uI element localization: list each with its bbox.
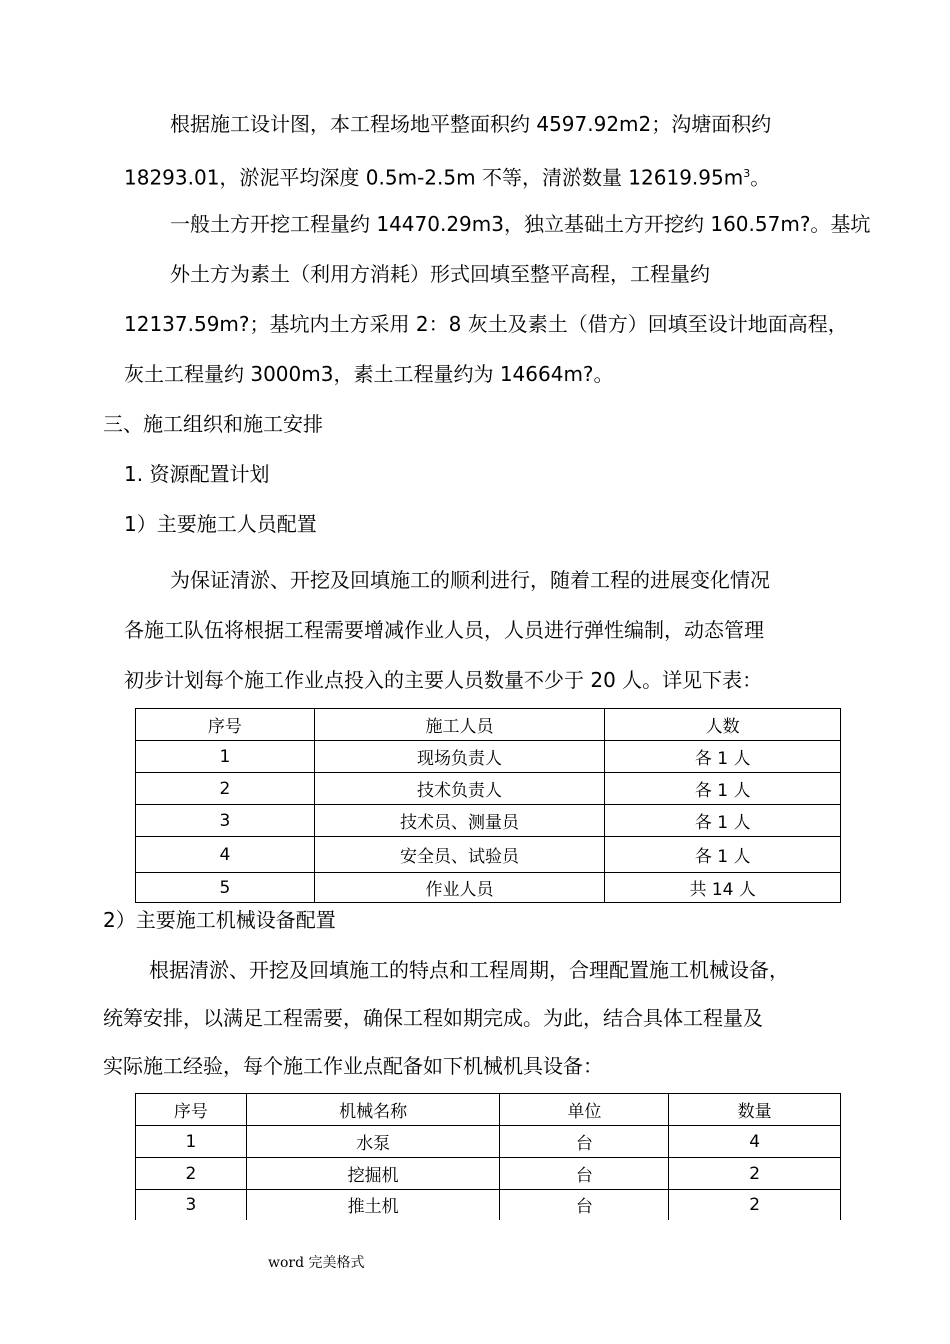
paragraph-line: 根据施工设计图，本工程场地平整面积约 4597.92m2；沟塘面积约 [170,112,772,136]
subsection-heading: 1. 资源配置计划 [124,462,270,486]
paragraph-line [124,160,770,192]
table-cell: 挖掘机 [246,1158,500,1190]
paragraph-line: 实际施工经验，每个施工作业点配备如下机械机具设备： [103,1054,603,1078]
table-row [136,773,841,805]
table-cell: 技术员、测量员 [314,805,605,837]
paragraph-line: 12137.59m?；基坑内土方采用 2：8 灰土及素土（借方）回填至设计地面高程， [124,312,848,336]
subsection-heading: 1）主要施工人员配置 [124,512,317,536]
table-cell: 3 [136,1190,247,1220]
table-cell: 1 [136,1126,247,1158]
table-cell: 2 [669,1190,841,1220]
table-row [136,873,841,903]
table-row [136,741,841,773]
table-cell: 4 [669,1126,841,1158]
table-row [136,1158,841,1190]
table-cell: 5 [136,873,315,903]
table-header-cell: 施工人员 [314,709,605,741]
table-cell: 台 [500,1158,669,1190]
table-cell: 作业人员 [314,873,605,903]
table-header-cell: 序号 [136,1094,247,1126]
table-cell: 台 [500,1190,669,1220]
section-heading: 三、施工组织和施工安排 [103,412,323,436]
table-row [136,837,841,873]
table-cell: 安全员、试验员 [314,837,605,873]
paragraph-line: 各施工队伍将根据工程需要增减作业人员，人员进行弹性编制，动态管理 [124,618,764,642]
superscript: 3 [743,167,751,180]
table-cell: 2 [669,1158,841,1190]
table-header-cell: 人数 [605,709,841,741]
table-cell: 3 [136,805,315,837]
table-header-cell: 数量 [669,1094,841,1126]
table-cell: 共 14 人 [605,873,841,903]
paragraph-line: 根据清淤、开挖及回填施工的特点和工程周期，合理配置施工机械设备， [149,958,789,982]
table-header-row [136,709,841,741]
table-cell: 2 [136,1158,247,1190]
paragraph-line: 统筹安排，以满足工程需要，确保工程如期完成。为此，结合具体工程量及 [103,1006,763,1030]
table-header-cell: 机械名称 [246,1094,500,1126]
personnel-table [135,708,841,903]
table-row [136,1190,841,1220]
table-row [136,805,841,837]
table-cell: 各 1 人 [605,805,841,837]
page-footer: word 完美格式 [268,1255,365,1271]
table-cell: 台 [500,1126,669,1158]
paragraph-text: 。 [750,165,771,190]
table-cell: 现场负责人 [314,741,605,773]
table-cell: 1 [136,741,315,773]
paragraph-line: 外土方为素土（利用方消耗）形式回填至整平高程，工程量约 [170,262,710,286]
paragraph-text: 18293.01，淤泥平均深度 0.5m-2.5m 不等，清淤数量 12619.95m [124,165,744,190]
table-cell: 各 1 人 [605,741,841,773]
paragraph-line: 灰土工程量约 3000m3，素土工程量约为 14664m?。 [124,362,614,386]
table-cell: 技术负责人 [314,773,605,805]
table-cell: 水泵 [246,1126,500,1158]
table-header-cell: 序号 [136,709,315,741]
paragraph-line: 初步计划每个施工作业点投入的主要人员数量不少于 20 人。详见下表： [124,668,763,692]
table-row [136,1126,841,1158]
paragraph-line: 一般土方开挖工程量约 14470.29m3，独立基础土方开挖约 160.57m?。基坑 [170,212,871,236]
table-cell: 推土机 [246,1190,500,1220]
subsection-heading: 2）主要施工机械设备配置 [103,908,336,932]
table-cell: 2 [136,773,315,805]
table-cell: 各 1 人 [605,837,841,873]
paragraph-line: 为保证清淤、开挖及回填施工的顺利进行，随着工程的进展变化情况 [170,568,770,592]
table-header-cell: 单位 [500,1094,669,1126]
table-cell: 各 1 人 [605,773,841,805]
machinery-table [135,1093,841,1220]
table-cell: 4 [136,837,315,873]
table-header-row [136,1094,841,1126]
